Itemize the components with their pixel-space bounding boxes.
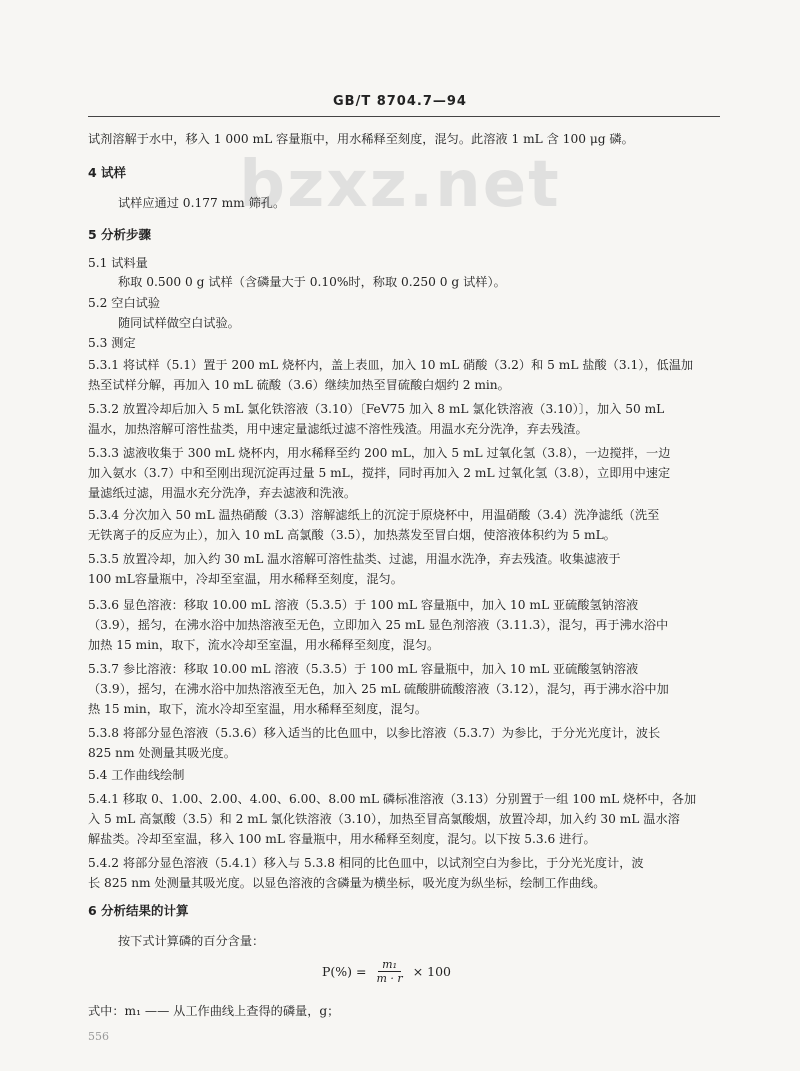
section-heading: 6 分析结果的计算 [88,903,189,918]
body-line: 解盐类。冷却至室温，移入 100 mL 容量瓶中，用水稀释至刻度，混匀。以下按 5.3.6 进行。 [88,832,596,846]
formula [322,958,451,985]
body-line: 量滤纸过滤，用温水充分洗净，弃去滤液和洗液。 [88,486,357,500]
body-line: 试剂溶解于水中，移入 1 000 mL 容量瓶中，用水稀释至刻度，混匀。此溶液 1 mL 含 100 μg 磷。 [88,132,634,146]
body-line: （3.9），摇匀，在沸水浴中加热溶液至无色，立即加入 25 mL 显色剂溶液（3.11.3），混匀，再于沸水浴中 [88,618,669,632]
body-line: 无铁离子的反应为止），加入 10 mL 高氯酸（3.5），加热蒸发至冒白烟，使溶液体积约为 5 mL。 [88,528,616,542]
body-line: 5.3.1 将试样（5.1）置于 200 mL 烧杯内，盖上表皿，加入 10 mL 硝酸（3.2）和 5 mL 盐酸（3.1），低温加 [88,358,694,372]
body-line: 5.3.3 滤液收集于 300 mL 烧杯内，用水稀释至约 200 mL，加入 5 mL 过氧化氢（3.8），一边搅拌，一边 [88,446,671,460]
watermark: bzxz.net [239,148,561,222]
body-line: 5.4.1 移取 0、1.00、2.00、4.00、6.00、8.00 mL 磷标准溶液（3.13）分别置于一组 100 mL 烧杯中，各加 [88,792,697,806]
body-line: 热至试样分解，再加入 10 mL 硫酸（3.6）继续加热至冒硫酸白烟约 2 min。 [88,378,510,392]
formula-numerator: m₁ [378,958,401,972]
header-rule [88,116,720,117]
page-number: 556 [88,1030,109,1043]
body-line: 随同试样做空白试验。 [118,316,240,330]
body-line: 5.3.6 显色溶液：移取 10.00 mL 溶液（5.3.5）于 100 mL 容量瓶中，加入 10 mL 亚硫酸氢钠溶液 [88,598,639,612]
body-line: 5.3.2 放置冷却后加入 5 mL 氯化铁溶液（3.10）〔FeV75 加入 8 mL 氯化铁溶液（3.10）〕，加入 50 mL [88,402,665,416]
subsection-heading: 5.1 试料量 [88,256,148,270]
formula-lhs: P(%) = [322,964,367,979]
body-line: 试样应通过 0.177 mm 筛孔。 [118,196,286,210]
formula-fraction [373,958,407,985]
body-line: 825 nm 处测量其吸光度。 [88,746,236,760]
body-line: 按下式计算磷的百分含量： [118,934,265,948]
body-line: 温水，加热溶解可溶性盐类，用中速定量滤纸过滤不溶性残渣。用温水充分洗净，弃去残渣。 [88,422,588,436]
body-line: 5.4.2 将部分显色溶液（5.4.1）移入与 5.3.8 相同的比色皿中，以试剂空白为参比，于分光光度计，波 [88,856,644,870]
page-header: GB/T 8704.7—94 [333,94,467,109]
formula-rhs: × 100 [412,964,451,979]
section-heading: 4 试样 [88,165,127,180]
body-line: 5.3.8 将部分显色溶液（5.3.6）移入适当的比色皿中，以参比溶液（5.3.7）为参比，于分光光度计，波长 [88,726,661,740]
subsection-heading: 5.2 空白试验 [88,296,161,310]
body-line: 称取 0.500 0 g 试样（含磷量大于 0.10%时，称取 0.250 0 g 试样）。 [118,275,506,289]
subsection-heading: 5.3 测定 [88,336,136,350]
body-line: 式中：m₁ —— 从工作曲线上查得的磷量，g； [88,1004,340,1018]
body-line: 加入氨水（3.7）中和至刚出现沉淀再过量 5 mL，搅拌，同时再加入 2 mL 过氧化氢（3.8），立即用中速定 [88,466,671,480]
body-line: 5.3.4 分次加入 50 mL 温热硝酸（3.3）溶解滤纸上的沉淀于原烧杯中，用温硝酸（3.4）洗净滤纸（洗至 [88,508,660,522]
body-line: 5.3.7 参比溶液：移取 10.00 mL 溶液（5.3.5）于 100 mL 容量瓶中，加入 10 mL 亚硫酸氢钠溶液 [88,662,639,676]
body-line: 入 5 mL 高氯酸（3.5）和 2 mL 氯化铁溶液（3.10），加热至冒高氯酸烟，放置冷却，加入约 30 mL 温水溶 [88,812,680,826]
body-line: 5.3.5 放置冷却，加入约 30 mL 温水溶解可溶性盐类、过滤，用温水洗净，弃去残渣。收集滤液于 [88,552,621,566]
formula-denominator: m · r [376,972,403,985]
body-line: 100 mL容量瓶中，冷却至室温，用水稀释至刻度，混匀。 [88,572,403,586]
subsection-heading: 5.4 工作曲线绘制 [88,768,185,782]
body-line: 长 825 nm 处测量其吸光度。以显色溶液的含磷量为横坐标，吸光度为纵坐标，绘制工作曲线。 [88,876,606,890]
body-line: （3.9），摇匀，在沸水浴中加热溶液至无色，加入 25 mL 硫酸肼硫酸溶液（3.12），混匀，再于沸水浴中加 [88,682,669,696]
body-line: 热 15 min，取下，流水冷却至室温，用水稀释至刻度，混匀。 [88,702,428,716]
body-line: 加热 15 min，取下，流水冷却至室温，用水稀释至刻度，混匀。 [88,638,440,652]
section-heading: 5 分析步骤 [88,227,152,242]
